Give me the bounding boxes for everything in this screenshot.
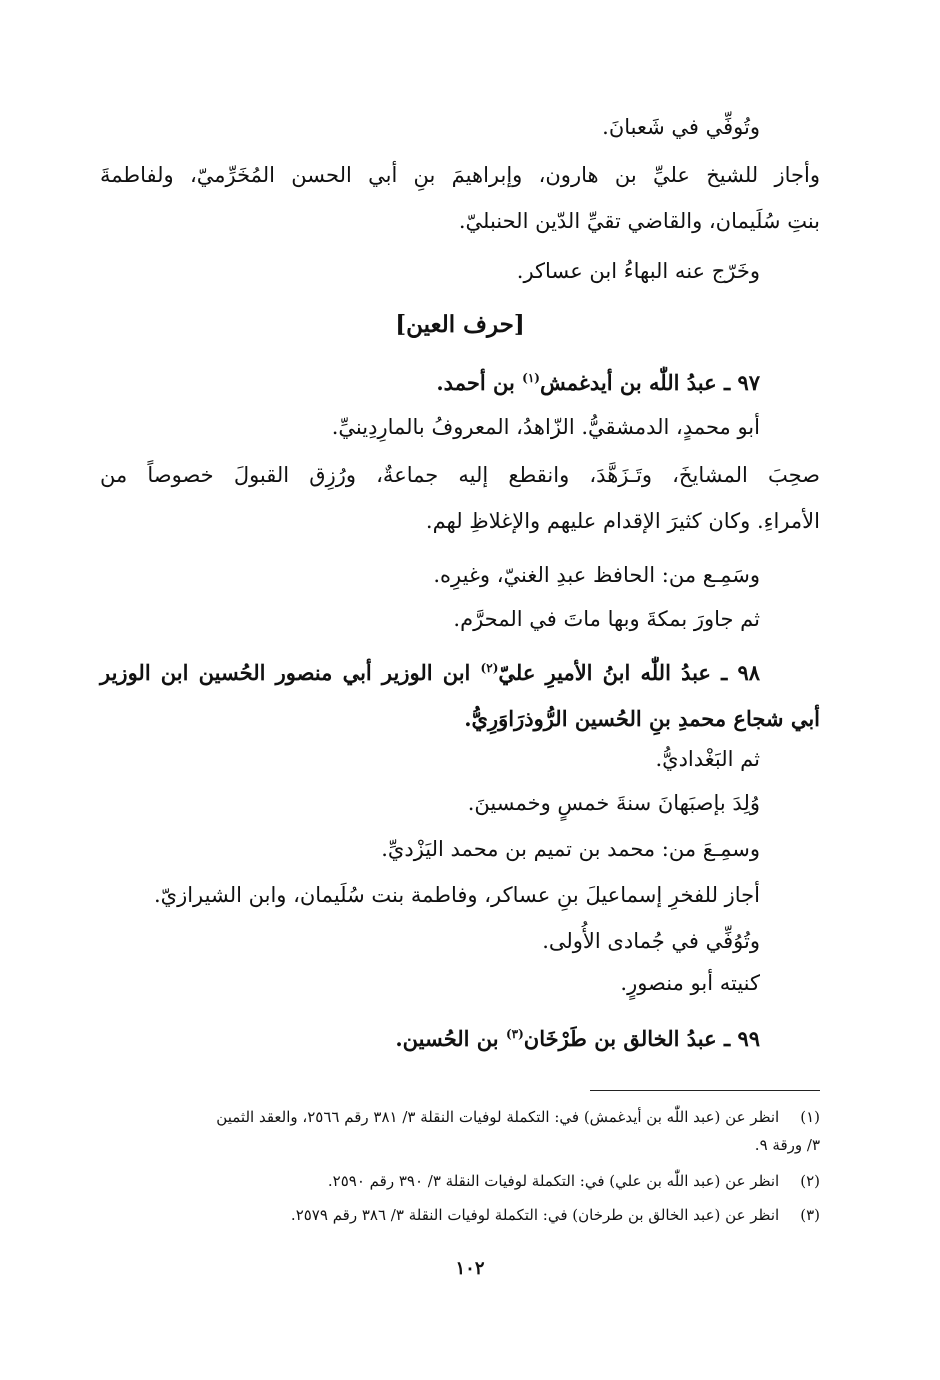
footnote-mark: (٢) xyxy=(480,661,499,675)
page-number: ١٠٢ xyxy=(455,1258,485,1279)
entry-heading xyxy=(100,368,820,398)
text-line: بنتِ سُلَيمان، والقاضي تقيِّ الدّين الحنبليّ. xyxy=(458,209,820,233)
footnote-continuation: ٣/ ورقة ٩. xyxy=(754,1136,820,1154)
entry-heading xyxy=(100,1024,820,1054)
text-line: وُلِدَ بإصبَهانَ سنةَ خمسٍ وخمسينَ. xyxy=(467,791,760,815)
entry-title-rest: بن أحمد. xyxy=(436,370,515,395)
text-line: وسمِـعَ من: محمد بن تميم بن محمد اليَزْديِّ. xyxy=(381,837,760,861)
footnote-text: انظر عن (عبد اللّٰه بن أيدغمش) في: التكملة لوفيات النقلة ٣/ ٣٨١ رقم ٢٥٦٦، والعقد الثمين xyxy=(216,1108,780,1126)
text-line: وتُوفِّي في شَعبانَ. xyxy=(602,115,760,139)
text-line: أجاز للفخرِ إسماعيلَ بنِ عساكر، وفاطمة بنت سُلَيمان، وابن الشيرازيّ. xyxy=(153,883,760,907)
text-line: الأمراءِ. وكان كثيرَ الإقدام عليهم والإغلاظِ لهم. xyxy=(425,509,820,533)
section-heading: [حرف العين] xyxy=(395,311,525,338)
footnote xyxy=(100,1170,820,1192)
footnote xyxy=(100,1204,820,1226)
text-line: وخَرّج عنه البهاءُ ابن عساكر. xyxy=(516,259,760,283)
footnote-number: (٣) xyxy=(800,1206,820,1224)
entry-heading xyxy=(100,658,820,688)
entry-title: ٩٩ ـ عبدُ الخالق بن طَرْخَان xyxy=(523,1026,760,1051)
text-line: صحِبَ المشايخَ، وتَـزَهَّدَ، وانقطع إليه جماعةٌ، ورُزِق القبولَ خصوصاً من xyxy=(100,463,820,487)
entry-heading-cont: أبي شجاع محمدِ بنِ الحُسين الرُّوذرَاوَرِيُّ. xyxy=(464,706,820,731)
entry-title: ٩٧ ـ عبدُ اللّٰه بن أيدغمش xyxy=(539,370,760,395)
text-line: ثم جاورَ بمكةَ وبها ماتَ في المحرَّم. xyxy=(453,607,760,631)
footnote-text: انظر عن (عبد اللّٰه بن علي) في: التكملة لوفيات النقلة ٣/ ٣٩٠ رقم ٢٥٩٠. xyxy=(327,1172,780,1190)
text-line: وتُوُفِّي في جُمادى الأُولى. xyxy=(542,929,760,953)
entry-title-rest: بن الحُسين. xyxy=(395,1026,499,1051)
footnote xyxy=(100,1106,820,1128)
footnote-text: انظر عن (عبد الخالق بن طرخان) في: التكملة لوفيات النقلة ٣/ ٣٨٦ رقم ٢٥٧٩. xyxy=(290,1206,780,1224)
text-line: كنيته أبو منصورٍ. xyxy=(620,971,760,995)
text-line: ثم البَغْداديُّ. xyxy=(655,747,760,771)
footnote-mark: (٣) xyxy=(505,1027,524,1041)
footnote-mark: (١) xyxy=(522,371,540,385)
footnote-divider xyxy=(590,1090,820,1091)
entry-title: ٩٨ ـ عبدُ اللّٰه ابنُ الأميرِ عليّ xyxy=(498,660,760,685)
text-line: أبو محمدٍ، الدمشقيُّ. الزّاهدُ، المعروفُ بالمارِدِينيِّ. xyxy=(331,415,760,439)
entry-title-rest: ابن الوزير أبي منصور الحُسين ابن الوزير xyxy=(100,660,471,685)
footnote-number: (٢) xyxy=(800,1172,820,1190)
text-line: وأجاز للشيخ عليِّ بن هارون، وإبراهيمَ بنِ أبي الحسن المُخَرِّميّ، ولفاطمةَ xyxy=(100,163,820,187)
footnote-number: (١) xyxy=(800,1108,820,1126)
text-line: وسَمِـع من: الحافظ عبدِ الغنيّ، وغيرِه. xyxy=(433,563,760,587)
